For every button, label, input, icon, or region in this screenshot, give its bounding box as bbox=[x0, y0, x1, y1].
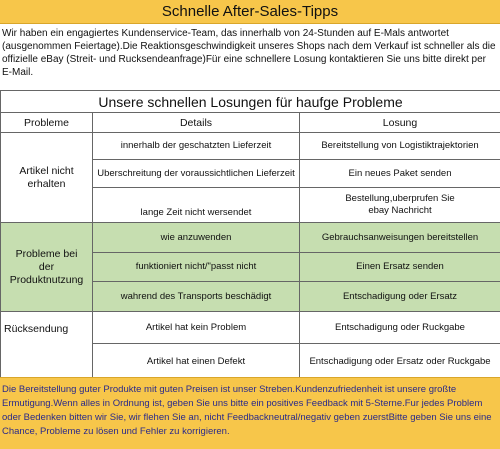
row-details: Uberschreitung der voraussichtlichen Lieferzeit bbox=[93, 160, 300, 188]
row-details: Artikel hat einen Defekt bbox=[93, 344, 300, 381]
row-solution: Einen Ersatz senden bbox=[300, 253, 500, 282]
footer-note bbox=[0, 377, 500, 449]
row-details: wie anzuwenden bbox=[93, 223, 300, 253]
row-solution: Entschadigung oder Ruckgabe bbox=[300, 312, 500, 344]
table-row bbox=[1, 223, 500, 253]
row-solution: Entschadigung oder Ersatz bbox=[300, 282, 500, 312]
row-solution: Entschadigung oder Ersatz oder Ruckgabe bbox=[300, 344, 500, 381]
group-label-not-received: Artikel nicht erhalten bbox=[1, 133, 93, 223]
table-row bbox=[1, 133, 500, 160]
solutions-table bbox=[0, 90, 500, 381]
table-header-row bbox=[1, 113, 500, 133]
row-solution: Gebrauchsanweisungen bereitstellen bbox=[300, 223, 500, 253]
table-row bbox=[1, 312, 500, 344]
row-details: Artikel hat kein Problem bbox=[93, 312, 300, 344]
row-details: funktioniert nicht/"passt nicht bbox=[93, 253, 300, 282]
row-solution: Bereitstellung von Logistiktrajektorien bbox=[300, 133, 500, 160]
row-details: lange Zeit nicht wersendet bbox=[93, 188, 300, 223]
header-solution: Losung bbox=[300, 113, 500, 133]
banner-title: Schnelle After-Sales-Tipps bbox=[161, 3, 339, 20]
table-title: Unsere schnellen Losungen für haufge Probleme bbox=[1, 91, 500, 113]
header-problem: Probleme bbox=[1, 113, 93, 133]
header-details: Details bbox=[93, 113, 300, 133]
intro-text: Wir haben ein engagiertes Kundenservice-Team, das innerhalb von 24-Stunden auf E-Mals antwortet (ausgenommen Feiertage).Die Reaktionsgeschwindigkeit unseres Shops nach dem Verkauf ist schneller als die offizielle eBay (Streit- und Rucksendeanfrage)Für eine schnellere Losung kontaktieren Sie uns bitte direkt per E-Mail. bbox=[2, 28, 496, 78]
row-solution: Bestellung,uberprufen Sie ebay Nachricht bbox=[300, 188, 500, 223]
group-label-return: Rücksendung bbox=[1, 312, 93, 381]
row-details: wahrend des Transports beschädigt bbox=[93, 282, 300, 312]
solutions-table-wrapper bbox=[0, 90, 500, 380]
table-title-row bbox=[1, 91, 500, 113]
group-label-product-usage: Probleme bei der Produktnutzung bbox=[1, 223, 93, 312]
footer-text: Die Bereitstellung guter Produkte mit guten Preisen ist unser Streben.Kundenzufriedenheit ist unsere großte Ermutigung.Wenn alles in Ordnung ist, geben Sie uns bitte ein positives Feedback mit 5-Sterne.Fur jedes Problem oder Bedenken bitten wir Sie, wir flehen Sie an, nicht Feedbackneutral/negativ geben zuerstBitte geben Sie uns eine Chance, Probleme zu lösen und Fehler zu korrigieren. bbox=[2, 384, 492, 437]
row-details: innerhalb der geschatzten Lieferzeit bbox=[93, 133, 300, 160]
row-solution: Ein neues Paket senden bbox=[300, 160, 500, 188]
page-banner bbox=[0, 0, 500, 24]
